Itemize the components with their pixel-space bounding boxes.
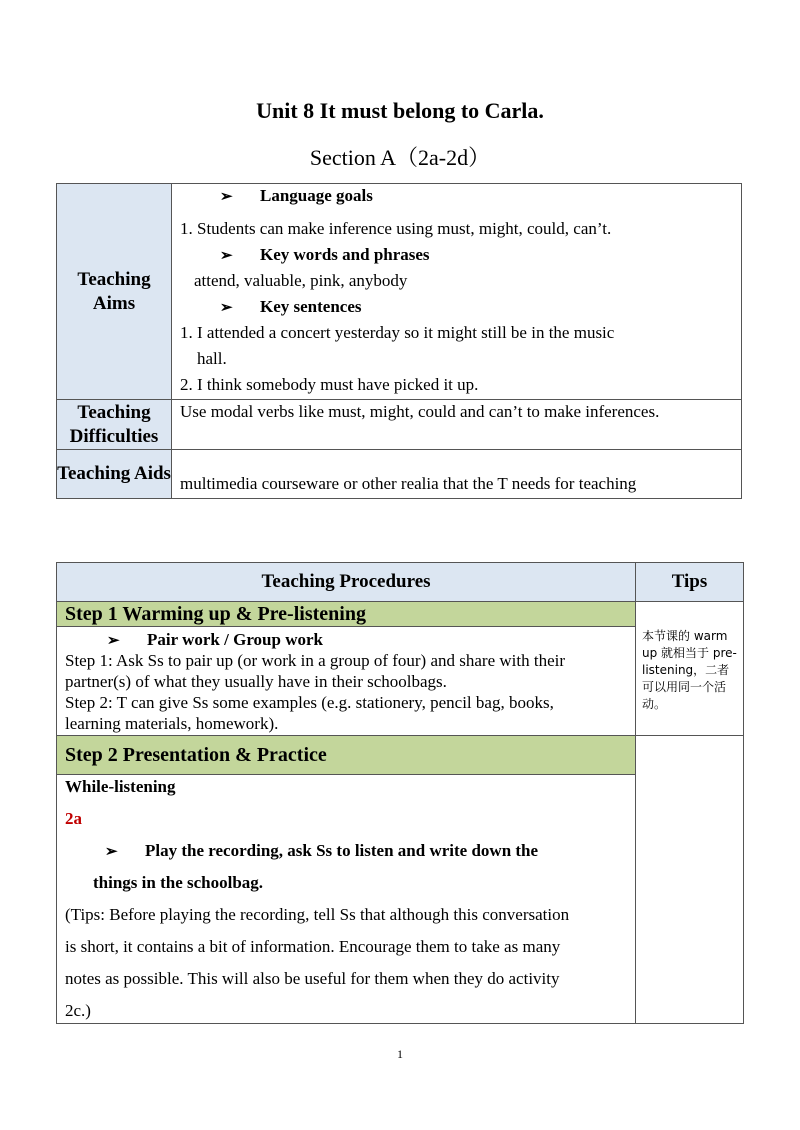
procedures-header: Teaching Procedures (57, 563, 636, 602)
sentence-2: 2. I think somebody must have picked it up. (180, 375, 479, 394)
sentences-heading: Key sentences (260, 297, 362, 316)
step1-title: Step 1 Warming up & Pre-listening (57, 602, 636, 627)
while-listening-label: While-listening (65, 777, 176, 796)
aids-text: multimedia courseware or other realia that the T needs for teaching (172, 450, 742, 499)
aids-label: Teaching Aids (57, 450, 172, 499)
goal-heading: Language goals (260, 186, 373, 205)
document-subtitle: Section A（2a-2d） (309, 145, 491, 170)
document-title: Unit 8 It must belong to Carla. (256, 98, 544, 123)
arrow-bullet-icon: ➢ (105, 844, 118, 860)
sentence-1: 1. I attended a concert yesterday so it might still be in the music (180, 323, 615, 342)
tips-line: 2c.) (65, 1001, 91, 1020)
step1-line: Step 2: T can give Ss some examples (e.g. stationery, pencil bag, books, (65, 693, 554, 712)
pair-work-label: Pair work / Group work (147, 630, 323, 649)
play-recording-row (105, 841, 538, 861)
difficulties-label: Teaching Difficulties (57, 400, 172, 450)
goal-heading-row (220, 186, 373, 206)
tips-header: Tips (636, 563, 744, 602)
page-number: 1 (397, 1047, 403, 1061)
teaching-info-table (56, 183, 742, 499)
aims-cell (172, 184, 742, 400)
tips-line: (Tips: Before playing the recording, tell Ss that although this conversation (65, 905, 570, 924)
pair-work-row (107, 629, 323, 652)
aims-label: Teaching Aims (57, 184, 172, 400)
activity-label: 2a (65, 809, 82, 828)
goal-item: 1. Students can make inference using must, might, could, can’t. (180, 219, 612, 238)
step1-tip: 本节课的 warm up 就相当于 pre-listening，二者可以用同一个活动。 (642, 629, 737, 711)
play-recording-cont: things in the schoolbag. (93, 873, 264, 892)
tips-line: is short, it contains a bit of information. Encourage them to take as many (65, 937, 561, 956)
difficulties-text: Use modal verbs like must, might, could and can’t to make inferences. (172, 400, 742, 450)
keywords-text: attend, valuable, pink, anybody (194, 271, 408, 290)
step1-body (57, 627, 636, 736)
step2-title: Step 2 Presentation & Practice (57, 736, 636, 775)
step1-tips-cell (636, 602, 744, 736)
sentences-heading-row (220, 297, 362, 317)
arrow-bullet-icon: ➢ (107, 633, 120, 649)
step1-line: partner(s) of what they usually have in their schoolbags. (65, 672, 447, 691)
step2-tips-cell (636, 736, 744, 1024)
step1-line: learning materials, homework). (65, 714, 279, 733)
keywords-heading-row (220, 245, 430, 265)
step1-line: Step 1: Ask Ss to pair up (or work in a group of four) and share with their (65, 651, 565, 670)
arrow-bullet-icon: ➢ (220, 189, 233, 205)
tips-line: notes as possible. This will also be useful for them when they do activity (65, 969, 560, 988)
step2-body (57, 775, 636, 1024)
arrow-bullet-icon: ➢ (220, 300, 233, 316)
arrow-bullet-icon: ➢ (220, 248, 233, 264)
sentence-1-cont: hall. (197, 349, 227, 368)
keywords-heading: Key words and phrases (260, 245, 430, 264)
play-recording-text: Play the recording, ask Ss to listen and write down the (145, 841, 539, 860)
procedures-table (56, 562, 744, 1024)
